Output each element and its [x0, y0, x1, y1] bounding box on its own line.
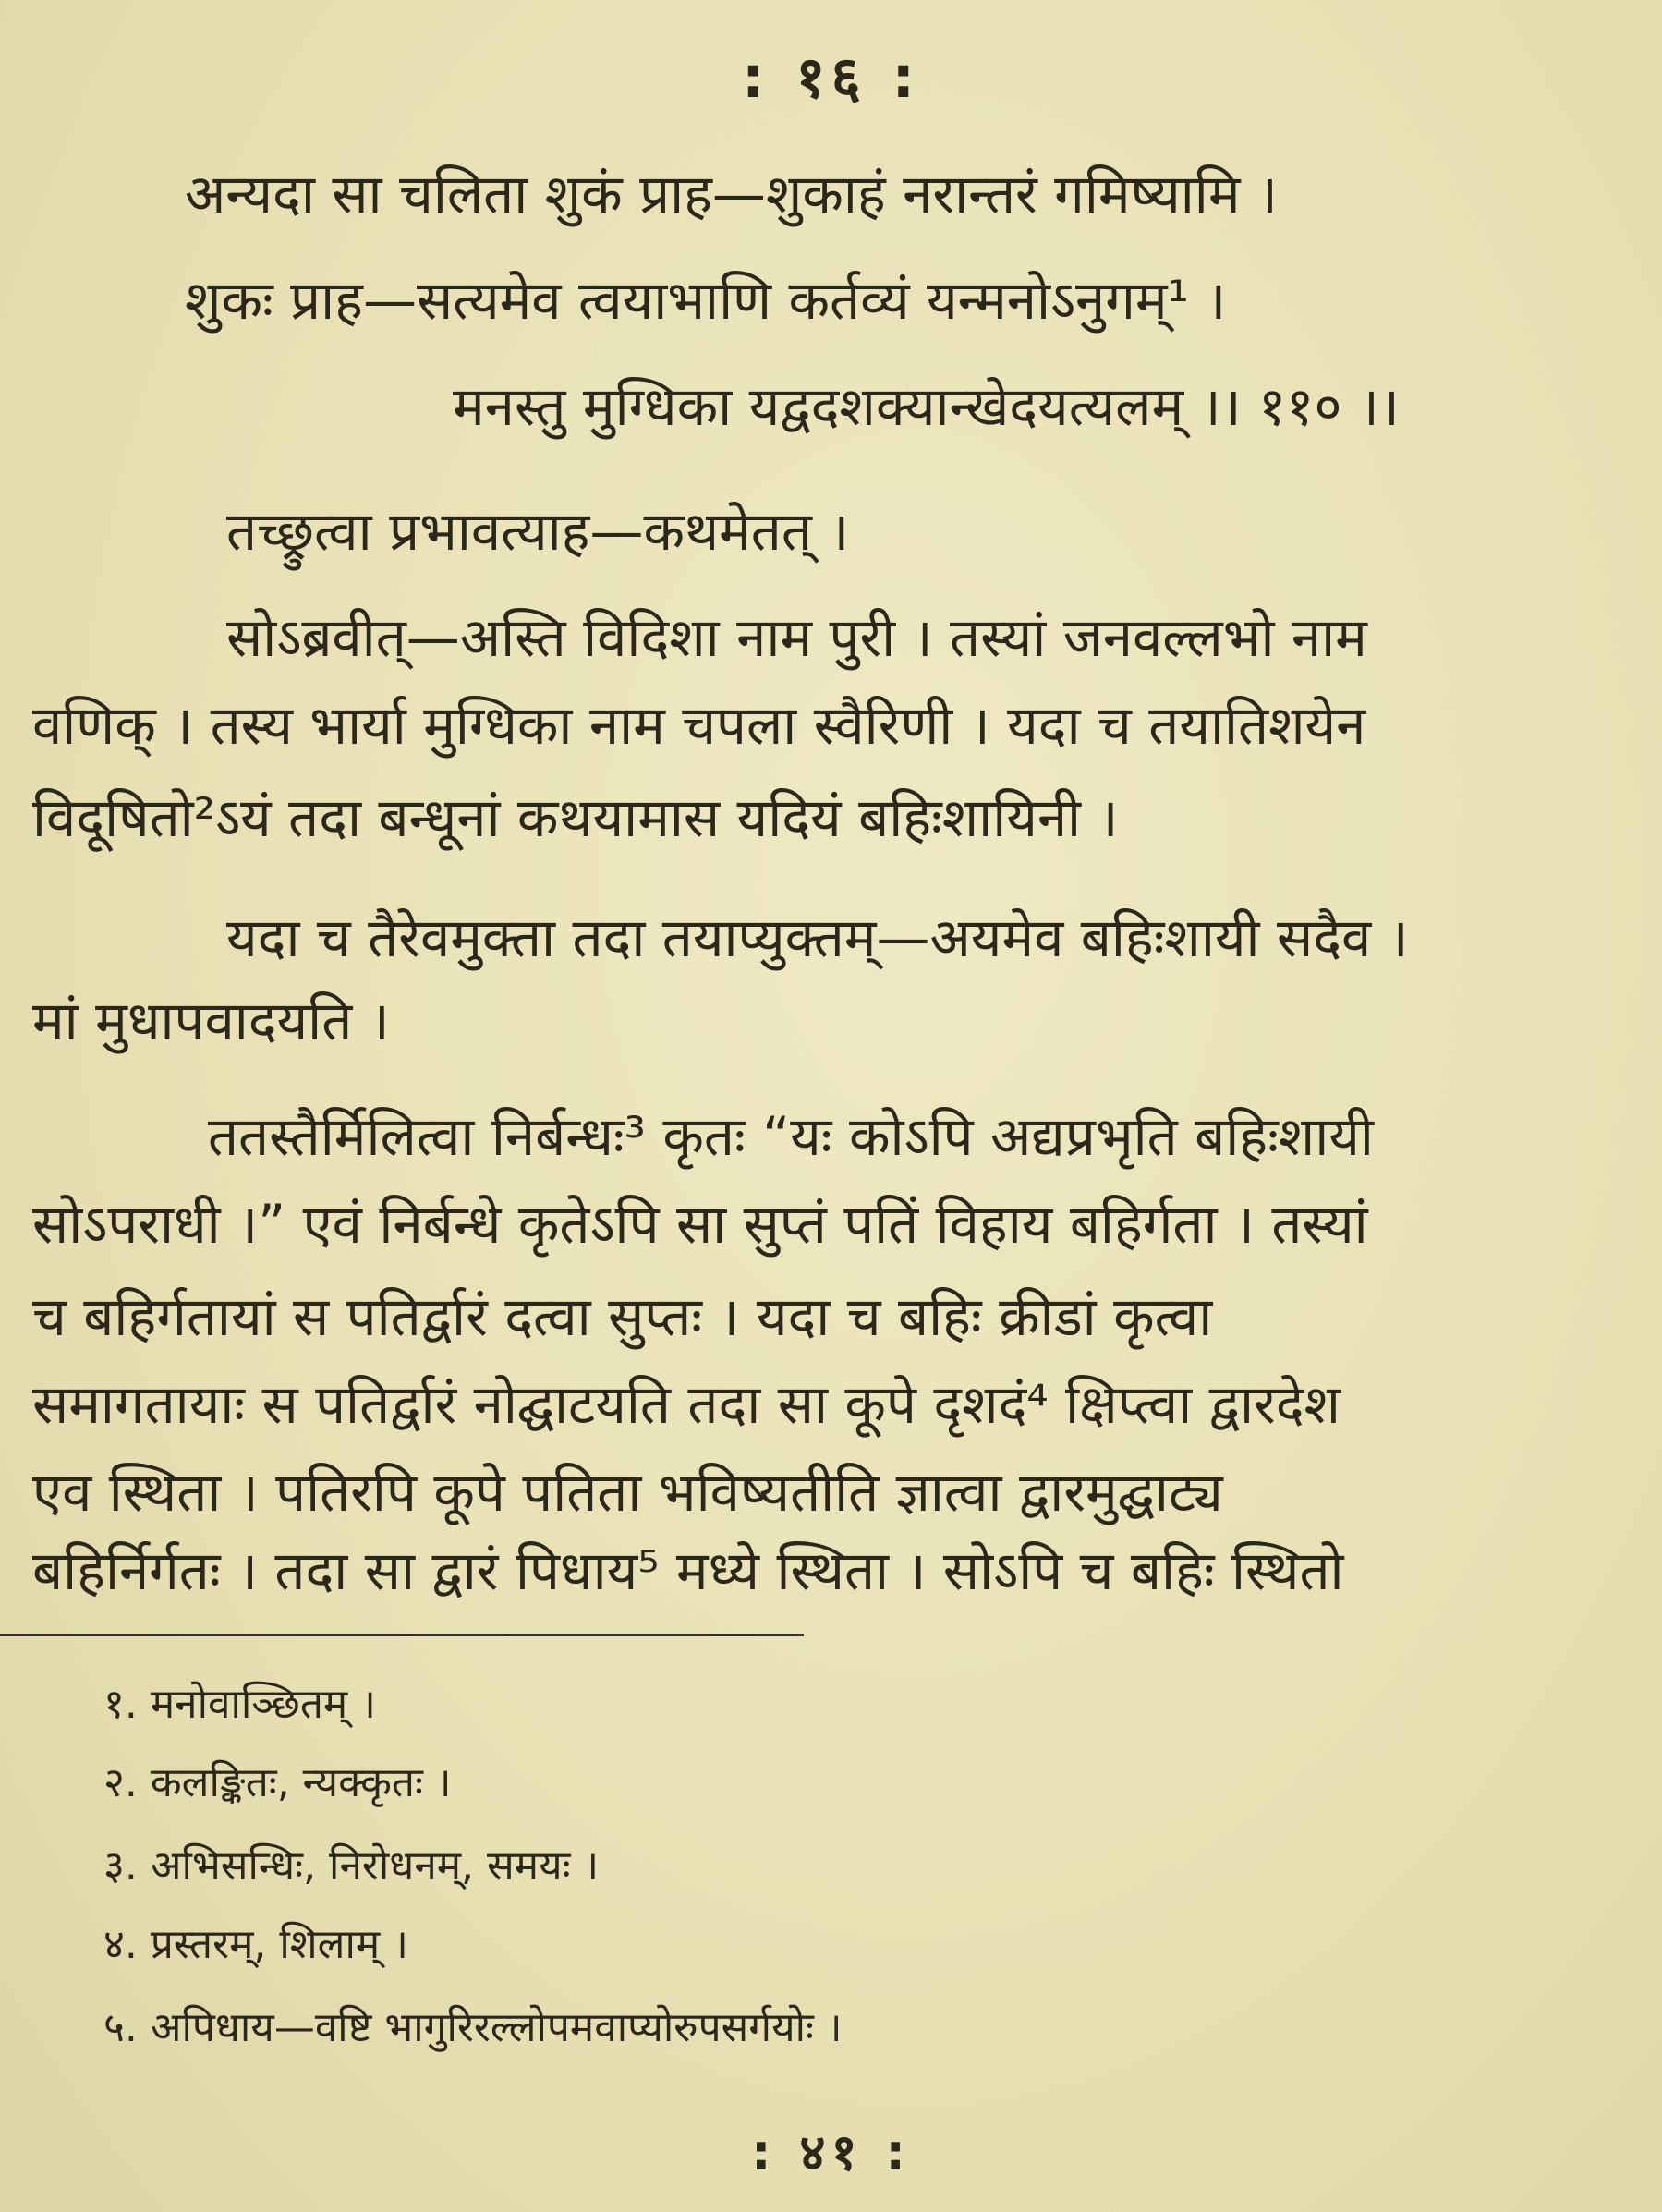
text-line: अन्यदा सा चलिता शुकं प्राह—शुकाहं नरान्तरं गमिष्यामि । — [185, 163, 1278, 225]
text-line: शुकः प्राह—सत्यमेव त्वयाभाणि कर्तव्यं यन्मनोऽनुगम्¹ । — [185, 269, 1227, 332]
text-line: मां मुधापवादयति । — [32, 990, 390, 1052]
verse-line: मनस्तु मुग्धिका यद्वदशक्यान्खेदयत्यलम् ।। ११० ।। — [453, 375, 1400, 438]
footnote-item: ३. अभिसन्धिः, निरोधनम्, समयः । — [103, 1842, 600, 1890]
footnote-item: १. मनोवाञ्छितम् । — [103, 1681, 376, 1728]
text-line: बहिर्निर्गतः । तदा सा द्वारं पिधाय⁵ मध्ये स्थिता । सोऽपि च बहिः स्थितो — [32, 1539, 1344, 1602]
text-line: वणिक् । तस्य भार्या मुग्धिका नाम चपला स्वैरिणी । यदा च तयातिशयेन — [32, 694, 1366, 757]
footnote-item: २. कलङ्कितः, न्यक्कृतः । — [103, 1759, 452, 1806]
footnote-item: ५. अपिधाय—वष्टि भागुरिरल्लोपमवाप्योरुपसर्गयोः । — [103, 2004, 843, 2051]
text-line: समागतायाः स पतिर्द्वारं नोद्घाटयति तदा सा कूपे दृशदं⁴ क्षिप्त्वा द्वारदेश — [32, 1373, 1341, 1436]
page-marker: : १६ : — [741, 43, 921, 111]
text-line: विदूषितो²ऽयं तदा बन्धूनां कथयामास यदियं बहिःशायिनी । — [32, 786, 1119, 849]
text-line: ततस्तैर्मिलित्वा निर्बन्धः³ कृतः “यः कोऽपि अद्यप्रभृति बहिःशायी — [208, 1105, 1374, 1168]
text-line: एव स्थिता । पतिरपि कूपे पतिता भविष्यतीति ज्ञात्वा द्वारमुद्घाट्य — [32, 1461, 1223, 1524]
text-line: सोऽपराधी ।” एवं निर्बन्धे कृतेऽपि सा सुप्तं पतिं विहाय बहिर्गता । तस्यां — [32, 1193, 1368, 1256]
page-number: : ४१ : — [751, 2123, 911, 2182]
text-line: सोऽब्रवीत्—अस्ति विदिशा नाम पुरी । तस्यां जनवल्लभो नाम — [226, 606, 1367, 669]
footnote-divider — [0, 1634, 804, 1636]
text-line: यदा च तैरेवमुक्ता तदा तयाप्युक्तम्—अयमेव बहिःशायी सदैव । — [226, 906, 1409, 969]
footnote-item: ४. प्रस्तरम्, शिलाम् । — [103, 1921, 408, 1968]
text-line: च बहिर्गतायां स पतिर्द्वारं दत्वा सुप्तः । यदा च बहिः क्रीडां कृत्वा — [32, 1285, 1213, 1348]
text-line: तच्छ्रुत्वा प्रभावत्याह—कथमेतत् । — [226, 500, 850, 563]
